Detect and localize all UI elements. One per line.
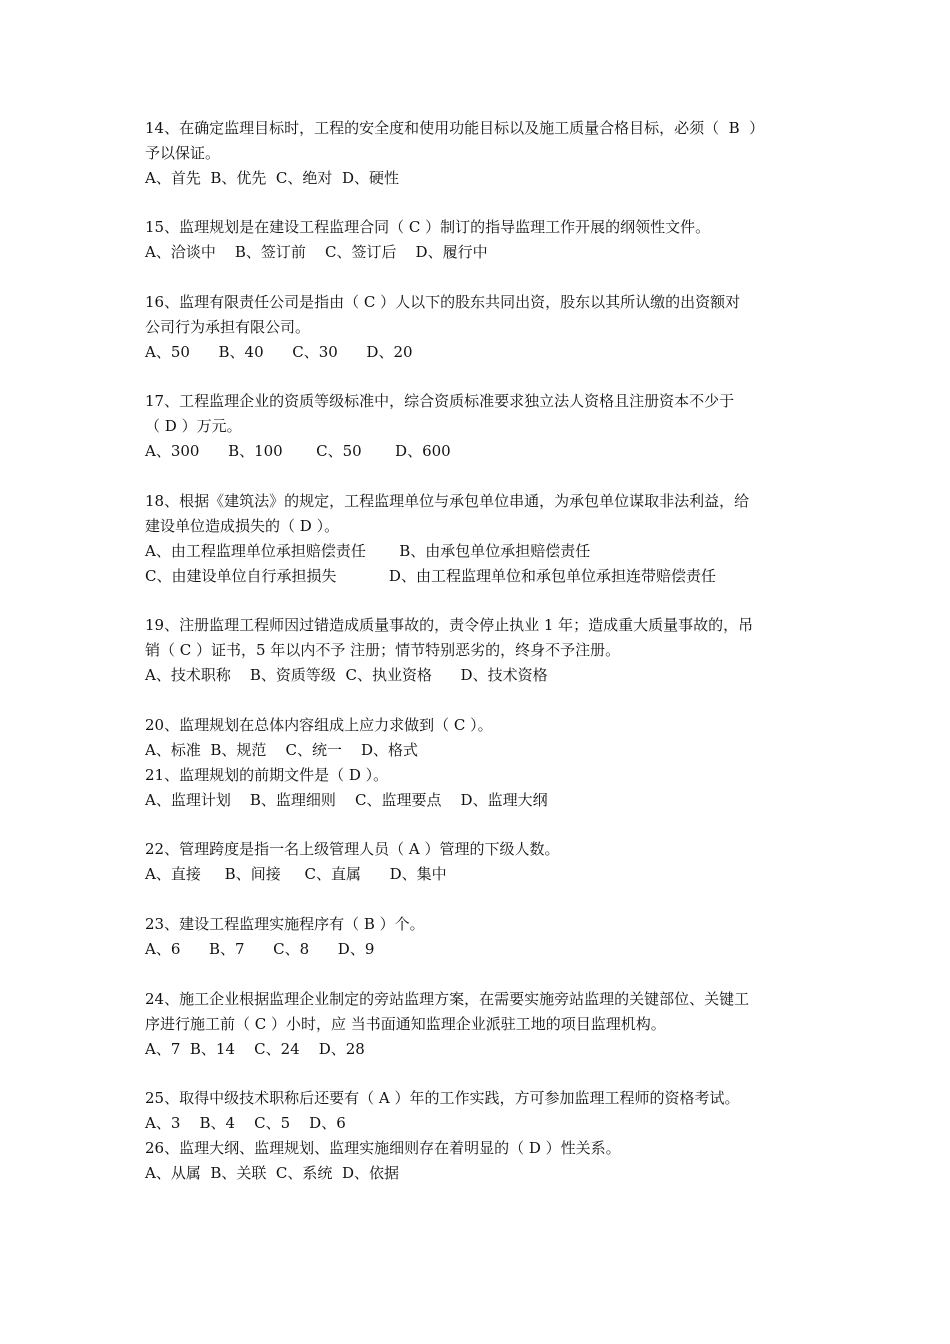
question-21-options: A、监理计划 B、监理细则 C、监理要点 D、监理大纲 bbox=[145, 791, 548, 809]
question-15-text: 15、监理规划是在建设工程监理合同（ C ）制订的指导监理工作开展的纲领性文件。 bbox=[145, 218, 711, 236]
question-26-text: 26、监理大纲、监理规划、监理实施细则存在着明显的（ D ）性关系。 bbox=[145, 1139, 621, 1157]
question-15-options: A、洽谈中 B、签订前 C、签订后 D、履行中 bbox=[145, 243, 488, 261]
question-24-options: A、7 B、14 C、24 D、28 bbox=[145, 1040, 365, 1058]
question-17-options: A、300 B、100 C、50 D、600 bbox=[145, 442, 451, 460]
question-18-text: 18、根据《建筑法》的规定，工程监理单位与承包单位串通，为承包单位谋取非法利益，给 bbox=[145, 492, 750, 510]
question-25-text: 25、取得中级技术职称后还要有（ A ）年的工作实践，方可参加监理工程师的资格考试。 bbox=[145, 1089, 740, 1107]
question-26-options: A、从属 B、关联 C、系统 D、依据 bbox=[145, 1164, 399, 1182]
question-25-options: A、3 B、4 C、5 D、6 bbox=[145, 1114, 346, 1132]
question-17-text: 17、工程监理企业的资质等级标准中，综合资质标准要求独立法人资格且注册资本不少于 bbox=[145, 392, 735, 410]
question-22-options: A、直接 B、间接 C、直属 D、集中 bbox=[145, 865, 447, 883]
question-19-text-cont: 销（ C ）证书，5 年以内不予 注册；情节特别恶劣的，终身不予注册。 bbox=[145, 641, 621, 659]
question-19-text: 19、注册监理工程师因过错造成质量事故的，责令停止执业 1 年；造成重大质量事故的，吊 bbox=[145, 616, 754, 634]
question-16-text: 16、监理有限责任公司是指由（ C ）人以下的股东共同出资，股东以其所认缴的出资额对 bbox=[145, 293, 741, 311]
question-18-text-cont: 建设单位造成损失的（ D ）。 bbox=[145, 517, 340, 535]
question-16-options: A、50 B、40 C、30 D、20 bbox=[145, 343, 413, 361]
question-14-text-cont: 予以保证。 bbox=[145, 144, 221, 162]
question-20-text: 20、监理规划在总体内容组成上应力求做到（ C ）。 bbox=[145, 716, 493, 734]
question-14-options: A、首先 B、优先 C、绝对 D、硬性 bbox=[145, 169, 399, 187]
question-24-text: 24、施工企业根据监理企业制定的旁站监理方案，在需要实施旁站监理的关键部位、关键工 bbox=[145, 990, 750, 1008]
question-23-options: A、6 B、7 C、8 D、9 bbox=[145, 940, 375, 958]
question-21-text: 21、监理规划的前期文件是（ D ）。 bbox=[145, 766, 389, 784]
question-16-text-cont: 公司行为承担有限公司。 bbox=[145, 318, 311, 336]
question-19-options: A、技术职称 B、资质等级 C、执业资格 D、技术资格 bbox=[145, 666, 548, 684]
question-18-options-cd: C、由建设单位自行承担损失 D、由工程监理单位和承包单位承担连带赔偿责任 bbox=[145, 567, 716, 585]
question-22-text: 22、管理跨度是指一名上级管理人员（ A ）管理的下级人数。 bbox=[145, 840, 560, 858]
question-24-text-cont: 序进行施工前（ C ）小时，应 当书面通知监理企业派驻工地的项目监理机构。 bbox=[145, 1015, 666, 1033]
question-23-text: 23、建设工程监理实施程序有（ B ）个。 bbox=[145, 915, 425, 933]
question-14-text: 14、在确定监理目标时，工程的安全度和使用功能目标以及施工质量合格目标，必须（ B ） bbox=[145, 119, 765, 137]
question-18-options-ab: A、由工程监理单位承担赔偿责任 B、由承包单位承担赔偿责任 bbox=[145, 542, 591, 560]
question-17-text-cont: （ D ）万元。 bbox=[145, 417, 242, 435]
question-20-options: A、标准 B、规范 C、统一 D、格式 bbox=[145, 741, 419, 759]
